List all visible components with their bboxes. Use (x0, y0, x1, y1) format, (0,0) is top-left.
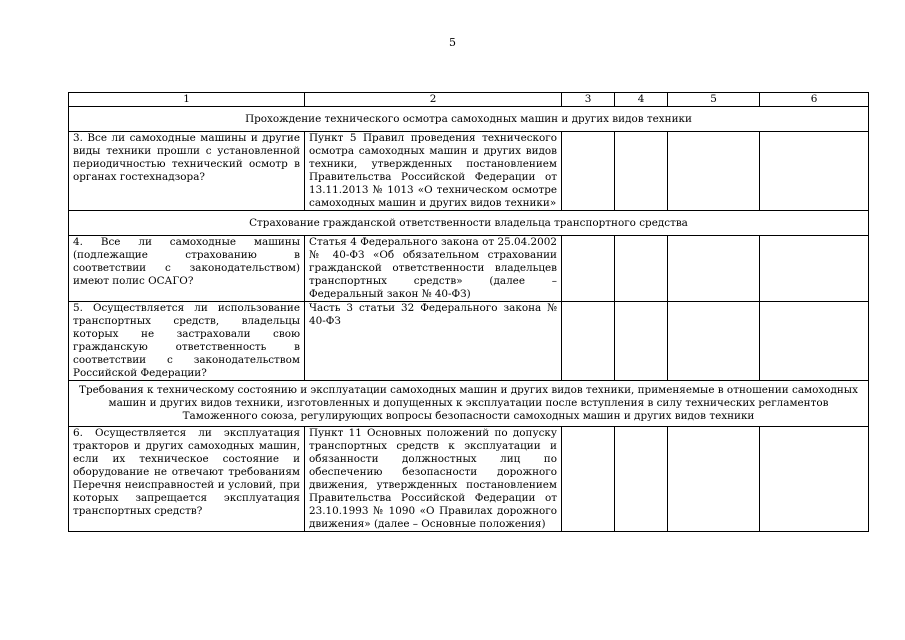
question-cell: 6. Осуществляется ли эксплуатация тракторов и других самоходных машин, если их техническое состояние и оборудование не отвечают требованиям Перечня неисправностей и условий, при которых запрещается эксплуатация транспортных средств? (69, 427, 305, 532)
answer-cell (562, 132, 615, 211)
section-row (69, 211, 869, 236)
answer-cell (668, 427, 760, 532)
answer-cell (562, 302, 615, 381)
table-row (69, 236, 869, 302)
question-cell: 5. Осуществляется ли использование транспортных средств, владельцы которых не застраховали свою гражданскую ответственность в соответствии с законодательством Российской Федерации? (69, 302, 305, 381)
column-header: 2 (305, 93, 562, 107)
column-header: 1 (69, 93, 305, 107)
table-header-row (69, 93, 869, 107)
answer-cell (760, 427, 869, 532)
page-number: 5 (449, 36, 456, 49)
column-header: 3 (562, 93, 615, 107)
answer-cell (562, 427, 615, 532)
section-title: Страхование гражданской ответственности владельца транспортного средства (69, 211, 869, 236)
answer-cell (668, 132, 760, 211)
answer-cell (760, 302, 869, 381)
reference-cell: Пункт 11 Основных положений по допуску транспортных средств к эксплуатации и обязанности должностных лиц по обеспечению безопасности дорожного движения, утвержденных постановлением Правительства Российской Федерации от 23.10.1993 № 1090 «О Правилах дорожного движения» (далее – Основные положения) (305, 427, 562, 532)
reference-cell: Часть 3 статьи 32 Федерального закона № 40-ФЗ (305, 302, 562, 381)
answer-cell (615, 132, 668, 211)
answer-cell (760, 236, 869, 302)
question-cell: 4. Все ли самоходные машины (подлежащие страхованию в соответствии с законодательством) имеют полис ОСАГО? (69, 236, 305, 302)
section-title: Прохождение технического осмотра самоходных машин и других видов техники (69, 107, 869, 132)
column-header: 6 (760, 93, 869, 107)
table-row (69, 427, 869, 532)
checklist-table (68, 92, 869, 532)
column-header: 4 (615, 93, 668, 107)
reference-cell: Пункт 5 Правил проведения технического осмотра самоходных машин и других видов техники, утвержденных постановлением Правительства Российской Федерации от 13.11.2013 № 1013 «О техническом осмотре самоходных машин и других видов техники» (305, 132, 562, 211)
table-row (69, 302, 869, 381)
answer-cell (668, 236, 760, 302)
table-row (69, 132, 869, 211)
section-title: Требования к техническому состоянию и эксплуатации самоходных машин и других видов техники, применяемые в отношении самоходных машин и других видов техники, изготовленных и допущенных к эксплуатации после вступления в силу технических регламентов Таможенного союза, регулирующих вопросы безопасности самоходных машин и других видов техники (69, 381, 869, 427)
answer-cell (760, 132, 869, 211)
section-row (69, 107, 869, 132)
question-cell: 3. Все ли самоходные машины и другие виды техники прошли с установленной периодичностью технический осмотр в органах гостехнадзора? (69, 132, 305, 211)
column-header: 5 (668, 93, 760, 107)
answer-cell (562, 236, 615, 302)
section-row (69, 381, 869, 427)
answer-cell (615, 427, 668, 532)
reference-cell: Статья 4 Федерального закона от 25.04.2002 № 40-ФЗ «Об обязательном страховании гражданской ответственности владельцев транспортных средств» (далее – Федеральный закон № 40-ФЗ) (305, 236, 562, 302)
answer-cell (615, 302, 668, 381)
answer-cell (615, 236, 668, 302)
answer-cell (668, 302, 760, 381)
